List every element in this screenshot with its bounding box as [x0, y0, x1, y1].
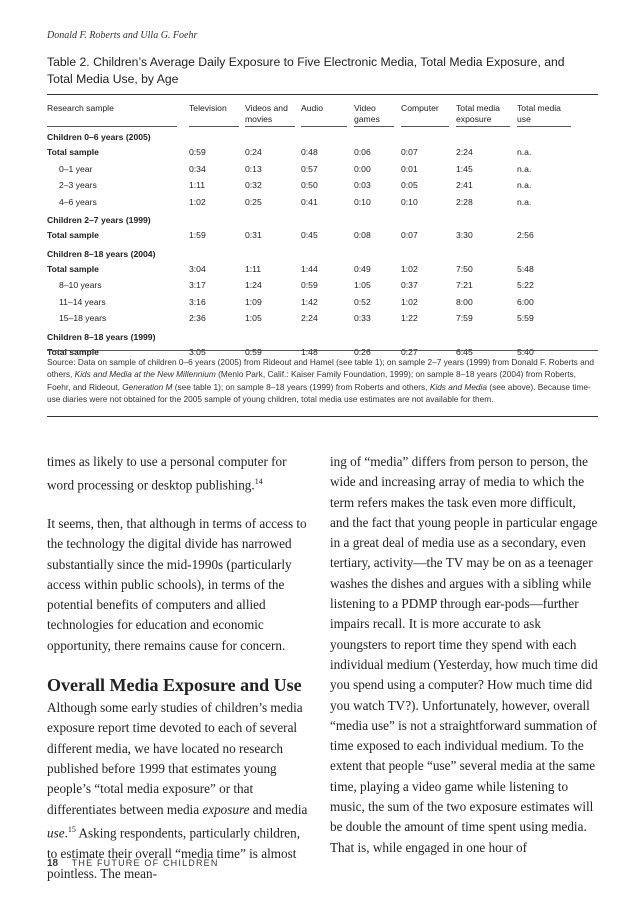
table-row [47, 227, 598, 244]
table-cell: 1:02 [401, 263, 418, 274]
source-title-italic: Kids and Media at the New Millennium [74, 369, 216, 380]
table-cell: n.a. [517, 196, 532, 207]
footnote-ref: 14 [254, 477, 263, 487]
table-cell: 0:59 [189, 147, 206, 157]
table-cell: 0:49 [354, 263, 371, 274]
table-cell: 1:45 [456, 163, 473, 174]
table-cell: 0:06 [354, 147, 371, 157]
table-cell: 7:50 [456, 263, 473, 274]
table-row-label: Children 8–18 years (1999) [47, 331, 156, 342]
table-cell: 0:13 [245, 163, 262, 174]
header-total-media-use: Total media use [517, 103, 561, 124]
table-cell: 0:05 [401, 180, 418, 190]
page-footer [47, 858, 219, 869]
source-title-italic: Generation M [122, 381, 173, 392]
table-row [47, 277, 598, 294]
table-cell: 1:44 [301, 263, 318, 274]
table-row-label: 2–3 years [59, 180, 97, 190]
table-header-row [47, 95, 598, 127]
table-cell: 0:10 [354, 196, 371, 207]
italic-term: use [47, 825, 65, 841]
table-cell: 5:59 [517, 313, 534, 323]
table-cell: 0:07 [401, 147, 418, 157]
table-cell: 3:17 [189, 280, 206, 290]
header-television: Television [189, 103, 227, 113]
header-video-games: Video games [354, 103, 380, 124]
table-cell: 1:42 [301, 296, 318, 307]
header-research-sample: Research sample [47, 103, 114, 113]
table-row-label: Children 2–7 years (1999) [47, 215, 151, 225]
table-cell: 3:04 [189, 263, 206, 274]
header-total-media-exposure: Total media exposure [456, 103, 500, 124]
table-cell: 1:48 [301, 346, 318, 357]
table-cell: 2:24 [456, 147, 473, 157]
table-cell: 0:59 [245, 346, 262, 357]
table-cell: 2:36 [189, 313, 206, 323]
table-cell: 0:31 [245, 230, 262, 240]
table-cell: 7:59 [456, 313, 473, 323]
table-cell: 1:05 [245, 313, 262, 323]
table-cell: n.a. [517, 180, 532, 190]
table-cell: 5:40 [517, 346, 534, 357]
table-row [47, 144, 598, 161]
table-cell: 0:07 [401, 230, 418, 240]
table-cell: 8:00 [456, 296, 473, 307]
body-paragraph [47, 452, 309, 496]
table-cell: 0:26 [354, 346, 371, 357]
source-text: Source: Data on sample of children 0–6 years (2005) from Rideout and Hamel (see table 1); on sample 2–7 years (1999) from Donald F. Roberts and others, [47, 357, 594, 380]
table-cell: 0:37 [401, 280, 418, 290]
table-source-note [47, 356, 598, 405]
table-row [47, 194, 598, 211]
table-cell: 3:30 [456, 230, 473, 240]
table-cell: 0:00 [354, 163, 371, 174]
table-body [47, 127, 598, 360]
paragraph-text: times as likely to use a personal computer for word processing or desktop publishing. [47, 454, 287, 493]
table-row [47, 294, 598, 311]
header-audio: Audio [301, 103, 323, 113]
table-group-row [47, 127, 598, 144]
running-head: Donald F. Roberts and Ulla G. Foehr [47, 30, 198, 41]
body-paragraph: It seems, then, that although in terms of access to the technology the digital divide has narrowed substantially since the mid-1990s (particularly access within public schools), in terms of the potential benefits of computers and allied technologies for education and economic opportunity, there remains cause for concern. [47, 515, 307, 653]
table-cell: 1:09 [245, 296, 262, 307]
table-row [47, 310, 598, 327]
header-computer: Computer [401, 103, 439, 113]
table-cell: 0:48 [301, 147, 318, 157]
table-cell: n.a. [517, 163, 532, 174]
source-text: (Menlo Park, Calif.: Kaiser Family Foundation, 1999); on sample 8–18 years (2004) from Roberts, Foehr, and Rideout, [47, 369, 576, 392]
page-number: 18 [47, 858, 59, 869]
table-row-label: Children 8–18 years (2004) [47, 248, 156, 259]
table-cell: 0:57 [301, 163, 318, 174]
table-row [47, 161, 598, 178]
table-cell: 5:22 [517, 280, 534, 290]
paragraph-text: Asking respondents, particularly children, to estimate their overall “media time” is almost pointless. The mean- [47, 825, 301, 881]
body-paragraph [47, 698, 309, 884]
body-paragraph: ing of “media” differs from person to person, the wide and increasing array of media to which the term refers makes the task even more difficult, and the fact that young people in particular engage in a great deal of media use as a secondary, even tertiary, activity—the TV may be on as a teenager washes the dishes and argues with a sibling while listening to a PDMP through ear-pods—further impairs recall. It is more accurate to ask youngsters to report time they spend with each individual medium (Yesterday, how much time did you spend using a computer? How much time did you watch TV?). Unfortunately, however, overall “media use” is not a straightforward summation of time exposed to each individual medium. To the extent that people “use” several media at the same time, playing a video game while listening to music, the sum of the two exposure estimates will be double the amount of time spent using media. That is, while engaged in one hour of [330, 454, 598, 855]
table-row [47, 261, 598, 278]
journal-name: THE FUTURE OF CHILDREN [71, 858, 219, 868]
table-cell: 0:24 [245, 147, 262, 157]
table-row-label: Total sample [47, 230, 99, 240]
table-cell: 2:56 [517, 230, 534, 240]
source-text: (see table 1); on sample 8–18 years (1999) from Roberts and others, [172, 381, 430, 392]
table-cell: 0:34 [189, 163, 206, 174]
paragraph-text: Although some early studies of children’s media exposure report time devoted to each of several different media, we have located no research published before 1999 that estimates young people’s “total media exposure” or that differentiates between media [47, 700, 303, 817]
table-cell: 0:59 [301, 280, 318, 290]
table-row-label: Total sample [47, 346, 99, 357]
table-cell: 0:25 [245, 196, 262, 207]
data-table [47, 94, 598, 360]
table-cell: 2:28 [456, 196, 473, 207]
source-title-italic: Kids and Media [429, 381, 488, 392]
section-heading: Overall Media Exposure and Use [47, 675, 302, 696]
left-column [47, 452, 309, 884]
table-cell: 1:05 [354, 280, 371, 290]
table-cell: 0:10 [401, 196, 418, 207]
table-cell: 0:52 [354, 296, 371, 307]
table-cell: 5:48 [517, 263, 534, 274]
right-column [330, 452, 598, 858]
table-cell: 3:16 [189, 296, 206, 307]
table-cell: 0:33 [354, 313, 371, 323]
table-cell: 3:05 [189, 346, 206, 357]
table-row [47, 177, 598, 194]
table-cell: 0:41 [301, 196, 318, 207]
italic-term: exposure [202, 801, 250, 817]
table-cell: 0:27 [401, 346, 418, 357]
table-row-label: Total sample [47, 147, 99, 157]
table-cell: 0:03 [354, 180, 371, 190]
table-cell: 2:24 [301, 313, 318, 323]
table-cell: 0:01 [401, 163, 418, 174]
table-row-label: 11–14 years [59, 296, 106, 307]
table-cell: n.a. [517, 147, 532, 157]
table-cell: 1:02 [189, 196, 206, 207]
table-cell: 2:41 [456, 180, 473, 190]
table-cell: 1:24 [245, 280, 262, 290]
paragraph-text: . [64, 825, 68, 841]
table-cell: 6:00 [517, 296, 534, 307]
table-cell: 0:32 [245, 180, 262, 190]
table-cell: 1:59 [189, 230, 206, 240]
table-cell: 1:22 [401, 313, 418, 323]
table-row-label: Children 0–6 years (2005) [47, 132, 151, 142]
table-cell: 0:08 [354, 230, 371, 240]
table-row-label: 0–1 year [59, 163, 93, 174]
table-row-label: 15–18 years [59, 313, 107, 323]
table-cell: 7:21 [456, 280, 473, 290]
table-cell: 6:45 [456, 346, 473, 357]
table-group-row [47, 244, 598, 261]
header-videos-movies: Videos and movies [245, 103, 288, 124]
table-title: Table 2. Children’s Average Daily Exposure to Five Electronic Media, Total Media Exposure, and Total Media Use, by Age [47, 55, 565, 86]
table-cell: 1:02 [401, 296, 418, 307]
table-row-label: 8–10 years [59, 280, 102, 290]
paragraph-text: and media [249, 801, 308, 817]
table-group-row [47, 210, 598, 227]
table-cell: 0:50 [301, 180, 318, 190]
table-cell: 1:11 [189, 180, 206, 190]
table-cell: 0:45 [301, 230, 318, 240]
table-row-label: 4–6 years [59, 196, 97, 207]
source-text: (see above). Because time-use diaries were not obtained for the 2005 sample of young children, total media use estimates are not available for them. [47, 381, 591, 404]
table-row-label: Total sample [47, 263, 99, 274]
table-group-row [47, 327, 598, 344]
source-bottom-rule [47, 416, 598, 417]
source-top-rule [47, 350, 598, 351]
footnote-ref: 15 [67, 824, 76, 834]
table-cell: 1:11 [245, 263, 262, 274]
